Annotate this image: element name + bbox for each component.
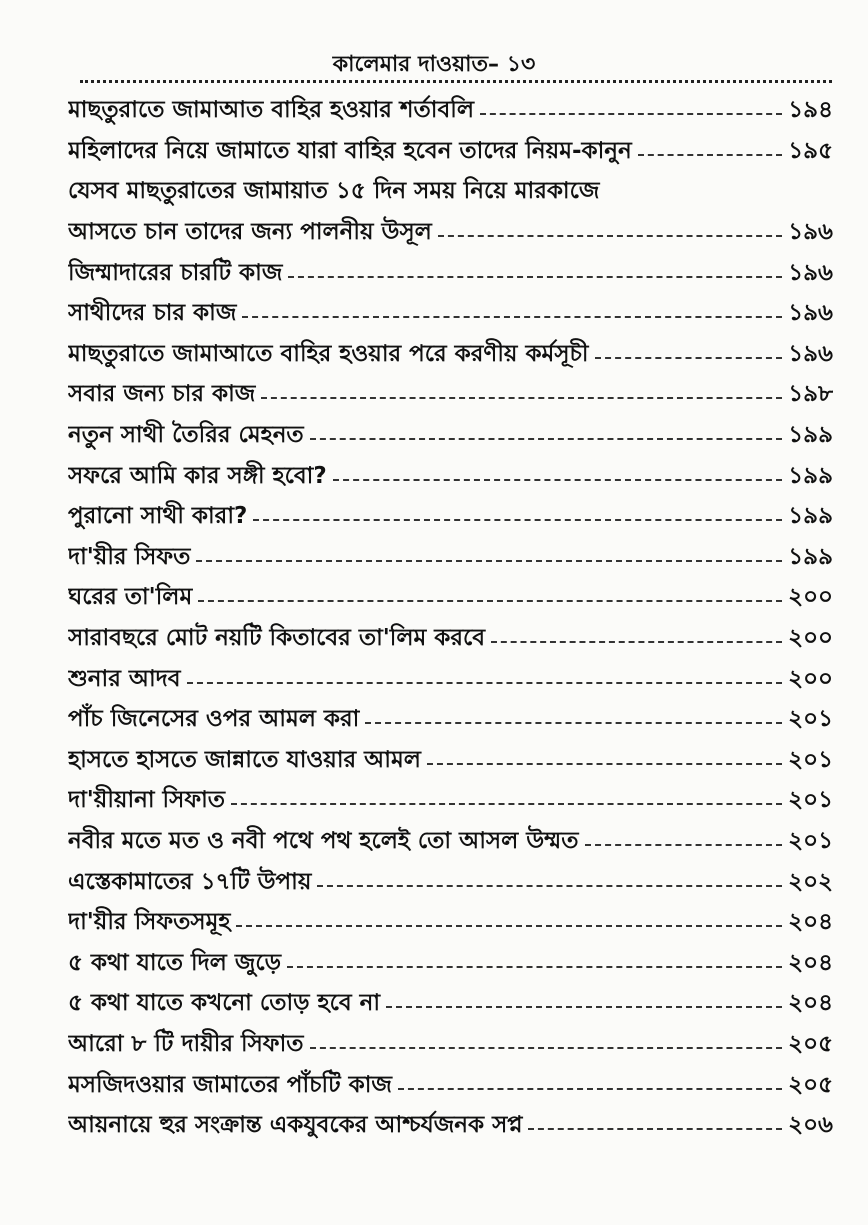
toc-entry: [68, 334, 833, 375]
toc-dashed-leader: [427, 763, 782, 765]
toc-entry: [68, 293, 833, 334]
toc-dashed-leader: [386, 1006, 782, 1008]
toc-entry-page-number: ১৯৯: [788, 503, 833, 530]
toc-dashed-leader: [491, 641, 782, 643]
toc-entry: [68, 942, 833, 983]
toc-dashed-leader: [236, 925, 782, 927]
toc-entry: [68, 902, 833, 943]
toc-entry: [68, 131, 833, 172]
toc-entry: [68, 861, 833, 902]
toc-entry: [68, 658, 833, 699]
toc-entry: [68, 171, 833, 212]
toc-entry-title: দা'য়ীয়ানা সিফাত: [68, 787, 226, 814]
toc-entry-page-number: ২০০: [788, 665, 833, 692]
toc-entry: [68, 496, 833, 537]
toc-entry-page-number: ১৯৬: [788, 259, 833, 286]
toc-dashed-leader: [253, 519, 782, 521]
toc-entry-page-number: ২০৫: [788, 1071, 833, 1098]
toc-entry: [68, 740, 833, 781]
toc-entry-title: হাসতে হাসতে জান্নাতে যাওয়ার আমল: [68, 746, 421, 773]
toc-entry-page-number: ১৯৬: [788, 219, 833, 246]
toc-entry-title: শুনার আদব: [68, 665, 181, 692]
toc-dashed-leader: [317, 885, 782, 887]
toc-entry: [68, 983, 833, 1024]
toc-entry: [68, 374, 833, 415]
toc-entry-title: যেসব মাছতুরাতের জামায়াত ১৫ দিন সময় নিয়ে মারকাজে: [68, 178, 600, 205]
toc-entry: [68, 1105, 833, 1146]
toc-dashed-leader: [288, 276, 782, 278]
toc-entry: [68, 90, 833, 131]
toc-entry-title: সারাবছরে মোট নয়টি কিতাবের তা'লিম করবে: [68, 625, 486, 652]
toc-dashed-leader: [198, 600, 782, 602]
toc-entry-title: আসতে চান তাদের জন্য পালনীয় উসূল: [68, 219, 432, 246]
toc-dashed-leader: [187, 682, 783, 684]
page-header-title: কালেমার দাওয়াত– ১৩: [332, 52, 536, 77]
toc-dashed-leader: [196, 560, 782, 562]
toc-entry-page-number: ২০০: [788, 625, 833, 652]
toc-entry-title: মাছতুরাতে জামাআত বাহির হওয়ার শর্তাবলি: [68, 97, 474, 124]
toc-entry-page-number: ১৯৯: [788, 422, 833, 449]
toc-entry-page-number: ২০১: [788, 827, 833, 854]
toc-entry-page-number: ২০২: [788, 868, 833, 895]
toc-entry-title: মসজিদওয়ার জামাতের পাঁচটি কাজ: [68, 1071, 393, 1098]
toc-entry-title: ঘরের তা'লিম: [68, 584, 193, 611]
toc-dashed-leader: [261, 397, 782, 399]
toc-entry: [68, 415, 833, 456]
toc-entry-title: আরো ৮ টি দায়ীর সিফাত: [68, 1030, 304, 1057]
toc-dashed-leader: [528, 1128, 782, 1130]
toc-entry-title: নবীর মতে মত ও নবী পথে পথ হলেই তো আসল উম্মত: [68, 827, 579, 854]
toc-dashed-leader: [480, 113, 782, 115]
toc-dashed-leader: [585, 844, 783, 846]
toc-entry-title: জিম্মাদারের চারটি কাজ: [68, 259, 283, 286]
toc-entry-page-number: ২০৪: [788, 909, 833, 936]
toc-entry-title: এস্তেকামাতের ১৭টি উপায়: [68, 868, 312, 895]
toc-dashed-leader: [310, 438, 783, 440]
toc-dashed-leader: [333, 479, 783, 481]
toc-entry: [68, 821, 833, 862]
toc-entry: [68, 618, 833, 659]
toc-entry-title: দা'য়ীর সিফতসমূহ: [68, 909, 231, 936]
toc-entry-title: পাঁচ জিনেসের ওপর আমল করা: [68, 706, 360, 733]
toc-entry-title: সাথীদের চার কাজ: [68, 300, 237, 327]
toc-entry: [68, 577, 833, 618]
toc-dashed-leader: [438, 235, 782, 237]
header-dotted-rule: [80, 80, 832, 83]
toc-dashed-leader: [595, 357, 783, 359]
toc-entry-title: নতুন সাথী তৈরির মেহনত: [68, 422, 304, 449]
toc-entry-page-number: ১৯৮: [788, 381, 833, 408]
toc-entry-page-number: ১৯৯: [788, 543, 833, 570]
toc-dashed-leader: [638, 154, 782, 156]
toc-entry-page-number: ২০০: [788, 584, 833, 611]
toc-entry-page-number: ১৯৪: [788, 97, 833, 124]
toc-entry-title: দা'য়ীর সিফত: [68, 543, 191, 570]
toc-entry-title: মহিলাদের নিয়ে জামাতে যারা বাহির হবেন তাদের নিয়ম-কানুন: [68, 137, 632, 164]
toc-entry: [68, 1064, 833, 1105]
toc-entry: [68, 252, 833, 293]
toc-entry-page-number: ২০৬: [788, 1112, 833, 1139]
toc-entry-page-number: ১৯৫: [788, 137, 833, 164]
toc-dashed-leader: [365, 722, 782, 724]
toc-dashed-leader: [287, 966, 782, 968]
toc-entry-title: পুরানো সাথী কারা?: [68, 503, 248, 530]
toc-entry-page-number: ২০১: [788, 787, 833, 814]
toc-entry-page-number: ২০১: [788, 706, 833, 733]
toc-entry-page-number: ১৯৯: [788, 462, 833, 489]
toc-entry: [68, 212, 833, 253]
table-of-contents: [68, 90, 833, 1145]
toc-entry: [68, 780, 833, 821]
toc-entry: [68, 537, 833, 578]
toc-entry-title: সবার জন্য চার কাজ: [68, 381, 256, 408]
toc-entry: [68, 455, 833, 496]
toc-entry-page-number: ২০৪: [788, 949, 833, 976]
toc-entry-title: ৫ কথা যাতে কখনো তোড় হবে না: [68, 990, 381, 1017]
toc-entry: [68, 699, 833, 740]
toc-entry: [68, 1024, 833, 1065]
toc-entry-title: সফরে আমি কার সঙ্গী হবো?: [68, 462, 327, 489]
toc-entry-title: মাছতুরাতে জামাআতে বাহির হওয়ার পরে করণীয় কর্মসূচী: [68, 340, 589, 367]
toc-dashed-leader: [310, 1047, 783, 1049]
toc-entry-page-number: ১৯৬: [788, 300, 833, 327]
toc-entry-page-number: ২০৪: [788, 990, 833, 1017]
toc-entry-title: ৫ কথা যাতে দিল জুড়ে: [68, 949, 282, 976]
toc-entry-page-number: ১৯৬: [788, 340, 833, 367]
toc-dashed-leader: [398, 1088, 782, 1090]
toc-entry-page-number: ২০৫: [788, 1030, 833, 1057]
toc-entry-page-number: ২০১: [788, 746, 833, 773]
toc-entry-title: আয়নায়ে হুর সংক্রান্ত একযুবকের আশ্চর্যজনক সপ্ন: [68, 1112, 523, 1139]
toc-dashed-leader: [231, 803, 782, 805]
toc-dashed-leader: [242, 316, 782, 318]
